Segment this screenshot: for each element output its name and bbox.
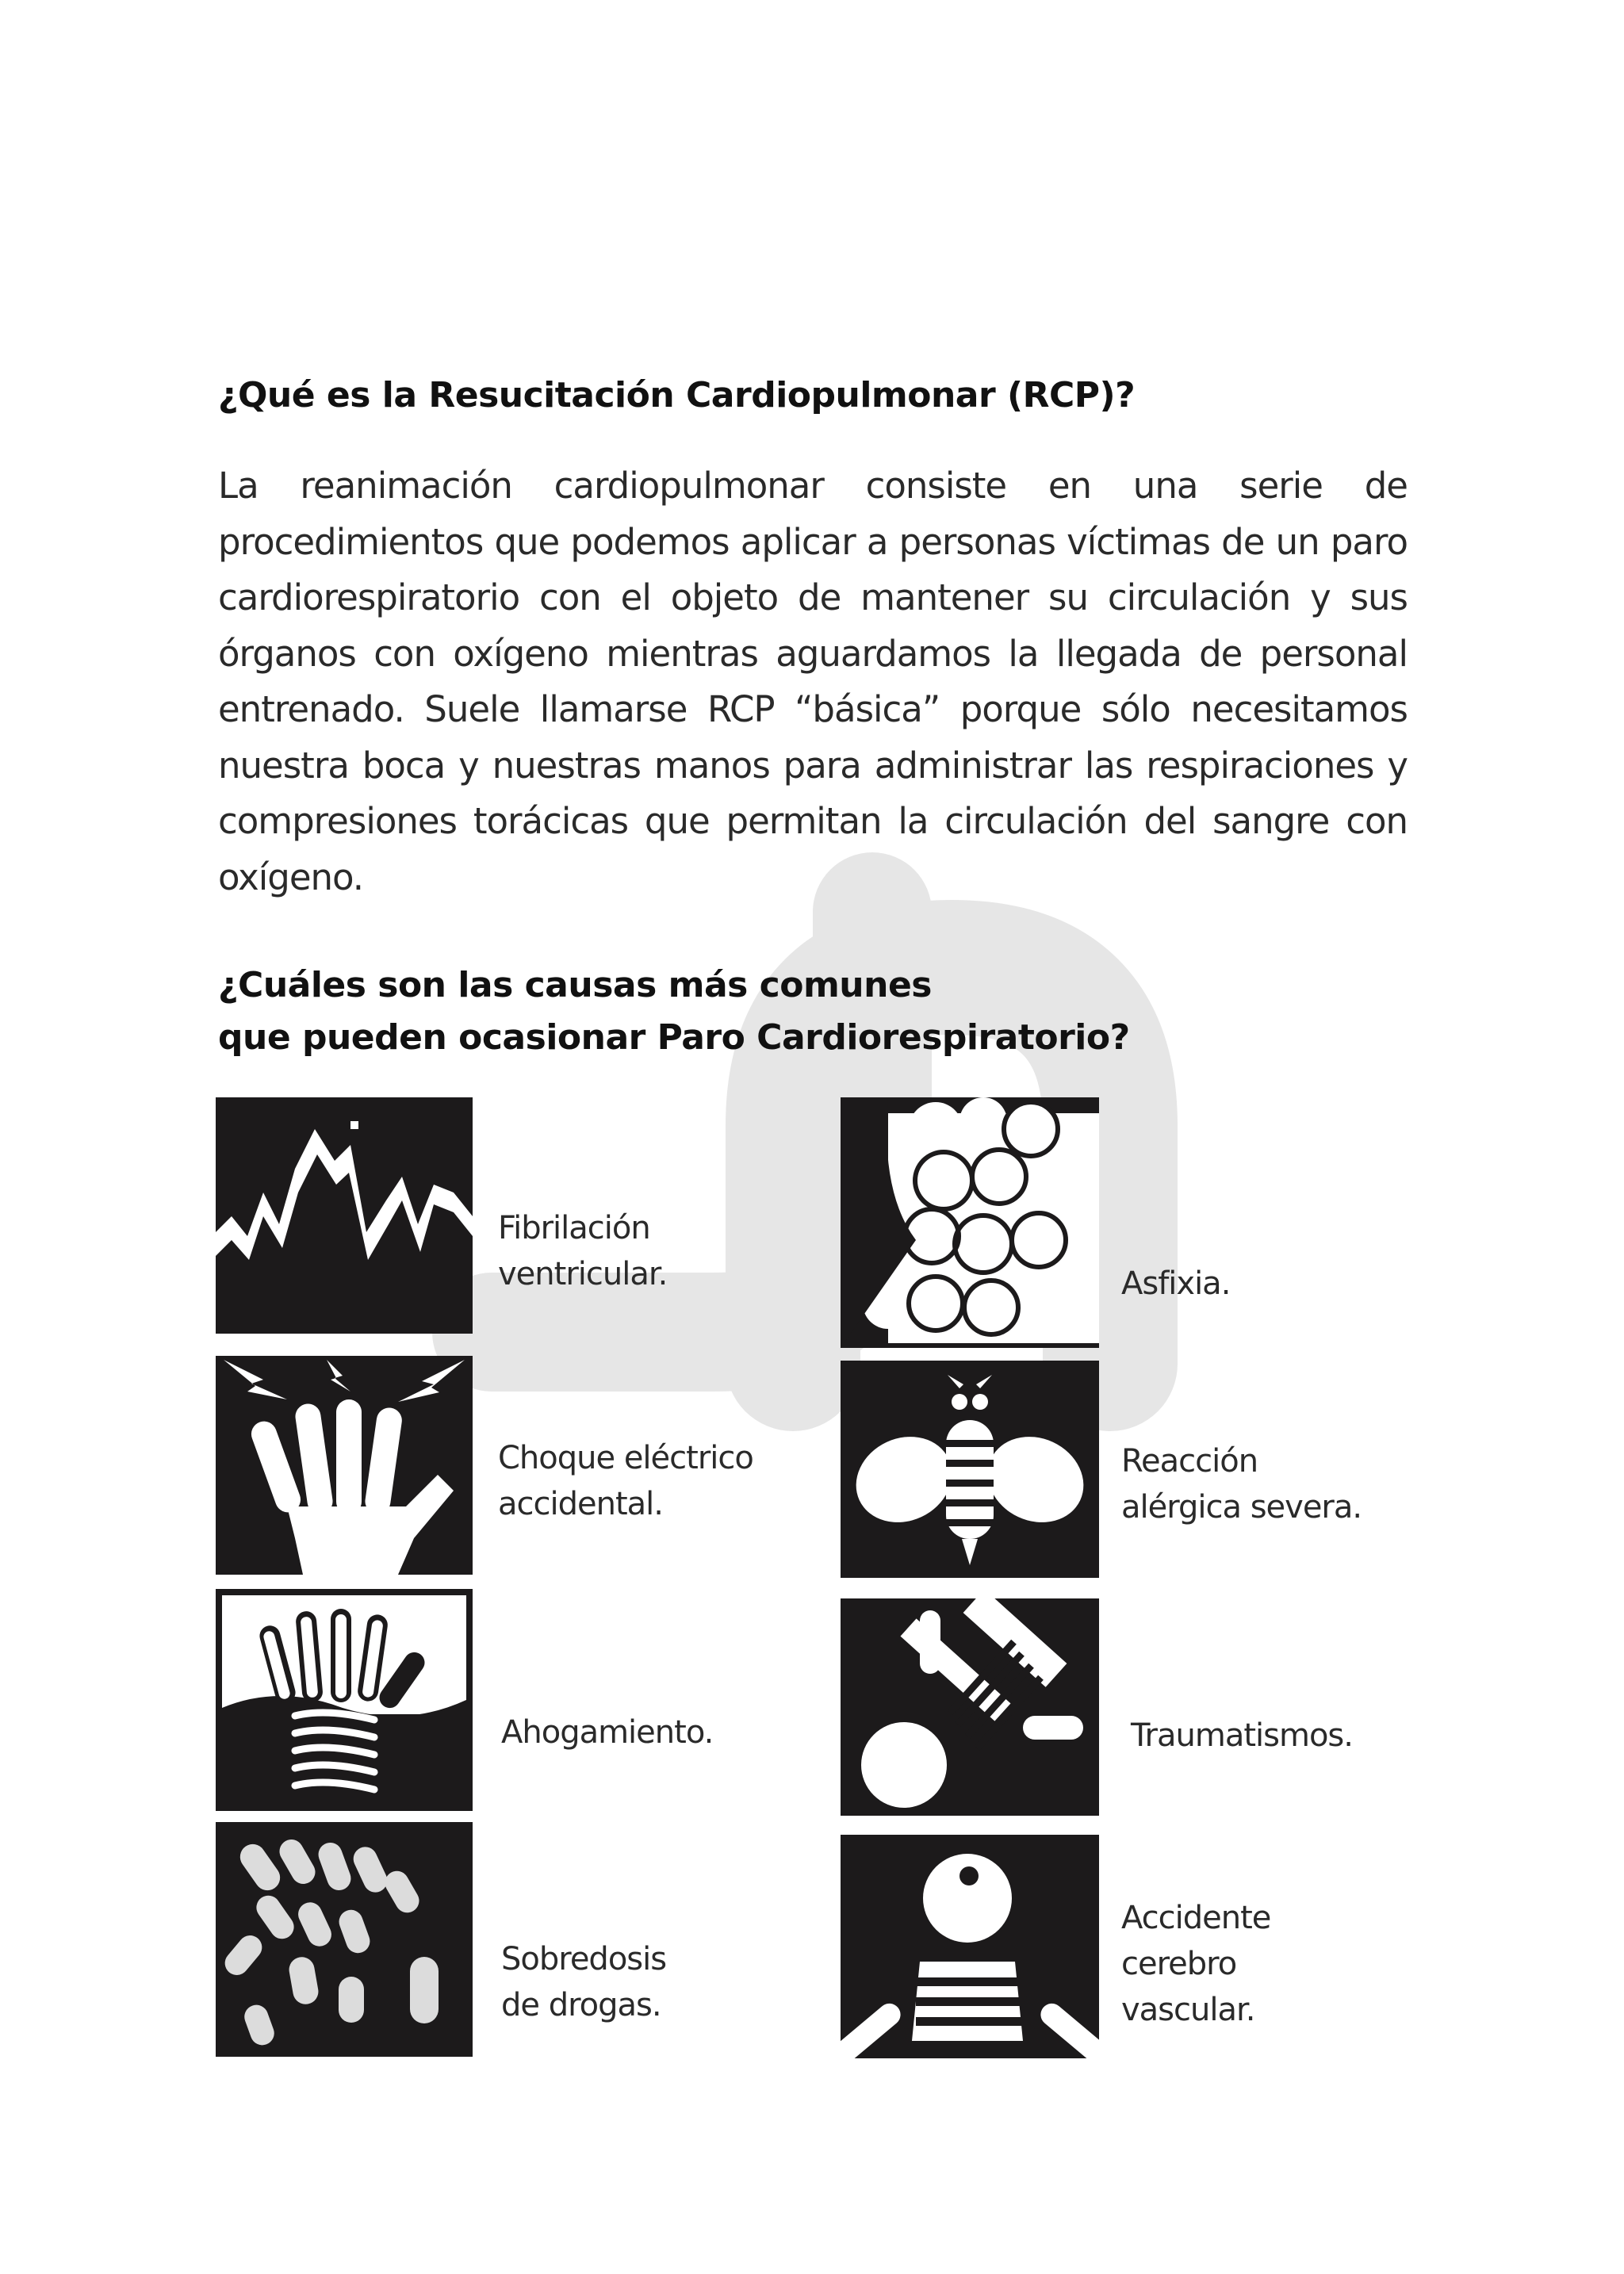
cause-label-sobredosis: Sobredosis de drogas. [501, 1941, 667, 2023]
section-heading-rcp: ¿Qué es la Resucitación Cardiopulmonar (RCP)? [218, 375, 1136, 415]
causes-heading-line1: ¿Cuáles son las causas más comunes [218, 965, 932, 1005]
intro-paragraph: La reanimación cardiopulmonar consiste en una serie de procedimientos que podemos aplicar a personas víctimas de un paro cardiorespiratorio con el objeto de mantener su circulación y sus órganos con oxígeno mientras aguardamos la llegada de personal entrenado. Suele llamarse RCP “básica” porque sólo necesitamos nuestra boca y nuestras manos para administrar las respiraciones y compresiones torácicas que permitan la circulación del sangre con oxígeno. [218, 465, 1408, 898]
brain-person-icon [841, 1835, 1099, 2058]
drowning-hand-icon [216, 1589, 473, 1811]
cause-label-fibrilacion: Fibrilación ventricular. [498, 1210, 668, 1292]
ventricular-fibrillation-icon [216, 1097, 473, 1334]
causes-heading-line2: que pueden ocasionar Paro Cardiorespiratorio? [218, 1017, 1130, 1058]
cause-label-reaccion: Reacción alérgica severa. [1121, 1443, 1362, 1526]
section-heading-causes [218, 959, 1130, 1064]
smoke-clouds-icon [841, 1097, 1099, 1348]
bee-icon [841, 1361, 1099, 1578]
cause-label-accidente: Accidente cerebro vascular. [1121, 1900, 1271, 2028]
fractured-limb-icon [841, 1598, 1099, 1816]
cause-label-asfixia: Asfixia. [1121, 1265, 1231, 1302]
cause-label-choque: Choque eléctrico accidental. [498, 1440, 753, 1522]
electric-shock-hand-icon [216, 1356, 473, 1575]
pills-hand-icon [216, 1822, 473, 2057]
cause-label-traumatismos: Traumatismos. [1131, 1717, 1353, 1754]
cause-label-ahogamiento: Ahogamiento. [501, 1714, 714, 1751]
